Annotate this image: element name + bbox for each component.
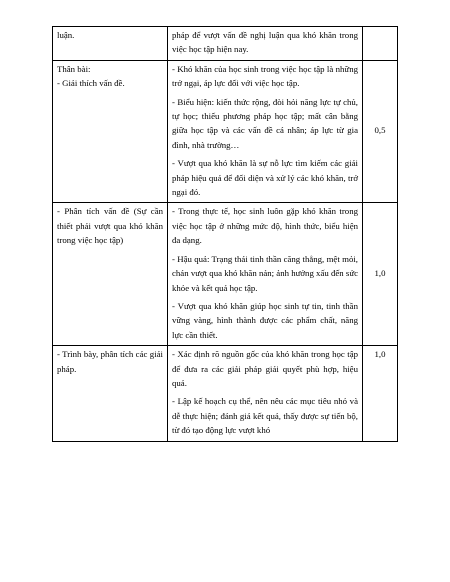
score-text: 0,5 [374,125,386,136]
score-cell [363,60,398,203]
criteria-cell [53,346,168,441]
content-cell [168,27,363,61]
content-text: - Vượt qua khó khăn giúp học sinh tự tin, tinh thần vững vàng, hình thành được các phẩm chất, năng lực cần thiết. [172,300,358,340]
content-cell [168,60,363,203]
content-text: - Biểu hiện: kiến thức rộng, đòi hỏi năng lực tự chủ, tự học; thiếu phương pháp học tập; mất cân bằng giữa học tập và các vấn đề cá nhân; áp lực từ gia đình, nhà trường… [172,96,358,150]
criteria-text: - Trình bày, phân tích các giải pháp. [57,349,163,374]
criteria-text: luận. [57,30,75,40]
content-text: - Xác định rõ nguồn gốc của khó khăn trong học tập để đưa ra các giải pháp giải quyết phù hợp, hiệu quả. [172,349,358,388]
criteria-cell [53,203,168,346]
table-row [53,27,398,61]
score-cell [363,203,398,346]
criteria-heading: Thân bài: [57,63,91,74]
content-cell [168,346,363,441]
score-cell [363,346,398,441]
content-text: - Lập kế hoạch cụ thể, nên nêu các mục tiêu nhỏ và dễ thực hiện; đánh giá kết quả, thấy được sự tiến bộ, từ đó tạo động lực vượt khó [172,396,358,436]
grading-table [52,26,398,442]
criteria-text: - Giải thích vấn đề. [57,78,125,89]
criteria-text: - Phân tích vấn đề (Sự cần thiết phải vượt qua khó khăn trong việc học tập) [57,206,163,246]
content-text: - Hậu quả: Trạng thái tinh thần căng thẳng, mệt mỏi, chán vượt qua khó khăn nản; ảnh hưởng xấu đến sức khỏe và kết quả học tập. [172,253,358,293]
table-row [53,203,398,346]
score-text: 1,0 [374,349,386,360]
content-text: pháp để vượt vấn đề nghị luận qua khó khăn trong việc học tập hiện nay. [172,30,358,55]
content-text: - Khó khăn của học sinh trong việc học tập là những trở ngại, áp lực đối với việc học tập. [172,63,358,89]
content-cell [168,203,363,346]
table-row [53,346,398,441]
content-text: - Trong thực tế, học sinh luôn gặp khó khăn trong việc học tập ở những mức độ, hình thức, biểu hiện đa dạng. [172,206,358,246]
score-text: 1,0 [374,268,386,279]
criteria-cell [53,27,168,61]
criteria-cell [53,60,168,203]
content-text: - Vượt qua khó khăn là sự nỗ lực tìm kiếm các giải pháp hiệu quả để đối diện và xử lý các khó khăn, trở ngại đó. [172,158,358,198]
table-row [53,60,398,203]
score-cell [363,27,398,61]
